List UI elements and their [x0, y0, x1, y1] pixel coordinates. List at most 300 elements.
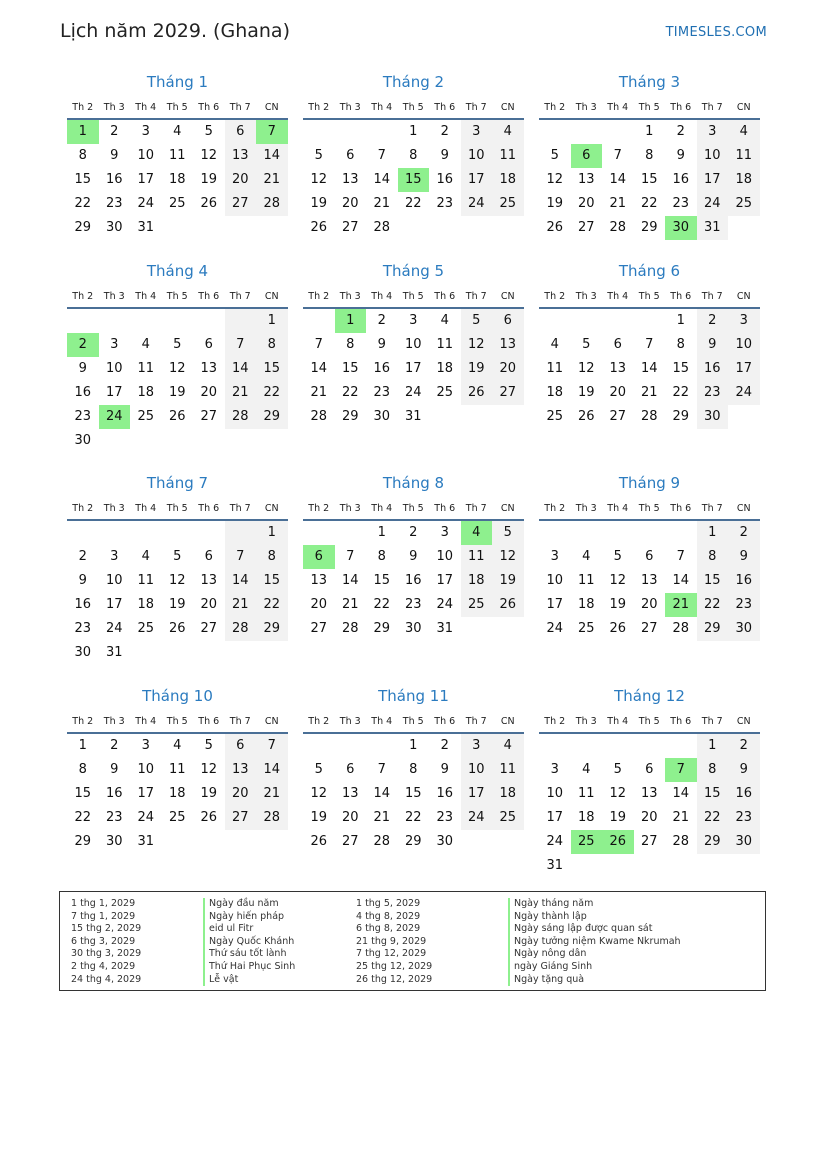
empty-cell: [665, 734, 697, 758]
legend-date: 6 thg 3, 2029: [71, 935, 136, 947]
day-cell: 11: [168, 148, 186, 163]
day-cell: 18: [137, 385, 155, 400]
weekday-header: [539, 498, 760, 521]
day-cell: 13: [200, 573, 218, 588]
day-cell: 12: [546, 172, 564, 187]
weekday-label: CN: [736, 102, 751, 113]
day-cell: 12: [200, 762, 218, 777]
weekday-label: Th 7: [229, 102, 251, 113]
day-cell: 27: [609, 409, 627, 424]
day-cell: 20: [200, 385, 218, 400]
day-cell: 12: [168, 573, 186, 588]
day-cell: 3: [697, 120, 729, 144]
day-cell: 30: [105, 834, 123, 849]
day-grid: [303, 521, 524, 641]
month-block: [539, 72, 760, 240]
empty-cell: [571, 734, 603, 758]
weekday-label: Th 6: [198, 291, 220, 302]
day-cell: 12: [200, 148, 218, 163]
day-cell: 6: [645, 549, 654, 564]
day-cell: 3: [461, 120, 493, 144]
day-cell: 18: [168, 786, 186, 801]
day-cell: 9: [110, 762, 119, 777]
day-cell: 16: [105, 786, 123, 801]
empty-cell: [602, 734, 634, 758]
weekday-label: Th 6: [670, 716, 692, 727]
day-cell: 15: [256, 569, 288, 593]
legend-date: 26 thg 12, 2029: [356, 973, 433, 985]
day-cell: 13: [640, 573, 658, 588]
day-cell: 4: [728, 120, 760, 144]
day-cell: 17: [105, 597, 123, 612]
day-cell: 2: [377, 313, 386, 328]
day-cell: 27: [640, 834, 658, 849]
day-cell: 30: [728, 617, 760, 641]
day-cell: 4: [173, 738, 182, 753]
day-cell: 6: [613, 337, 622, 352]
day-cell: 20: [640, 597, 658, 612]
day-cell: 15: [256, 357, 288, 381]
weekday-label: Th 4: [607, 291, 629, 302]
empty-cell: [602, 120, 634, 144]
holiday-day-cell: 7: [665, 758, 697, 782]
day-grid: [539, 734, 760, 878]
weekday-header: [303, 498, 524, 521]
weekday-label: Th 6: [434, 716, 456, 727]
legend-date: 25 thg 12, 2029: [356, 960, 433, 972]
weekday-header: [303, 286, 524, 309]
day-cell: 6: [346, 762, 355, 777]
day-cell: 31: [404, 409, 422, 424]
day-cell: 10: [137, 148, 155, 163]
day-cell: 16: [728, 782, 760, 806]
month-block: [67, 72, 288, 240]
legend-date: 1 thg 1, 2029: [71, 898, 136, 909]
day-cell: 14: [373, 786, 391, 801]
day-cell: 15: [640, 172, 658, 187]
day-cell: 28: [609, 220, 627, 235]
day-cell: 12: [461, 333, 493, 357]
empty-cell: [335, 521, 367, 545]
empty-cell: [225, 309, 257, 333]
day-cell: 19: [492, 569, 524, 593]
weekday-label: Th 2: [544, 503, 566, 514]
day-cell: 29: [74, 834, 92, 849]
day-grid: [67, 120, 288, 240]
day-cell: 7: [377, 762, 386, 777]
day-cell: 25: [728, 192, 760, 216]
day-cell: 31: [546, 858, 564, 873]
weekday-label: CN: [264, 716, 279, 727]
day-cell: 4: [173, 124, 182, 139]
day-cell: 22: [74, 196, 92, 211]
day-cell: 13: [577, 172, 595, 187]
day-cell: 22: [74, 810, 92, 825]
day-cell: 22: [404, 196, 422, 211]
month-block: [303, 473, 524, 641]
day-cell: 27: [640, 621, 658, 636]
day-cell: 14: [341, 573, 359, 588]
day-cell: 28: [373, 220, 391, 235]
day-cell: 11: [577, 786, 595, 801]
day-cell: 23: [436, 810, 454, 825]
weekday-label: Th 3: [103, 102, 125, 113]
weekday-label: Th 3: [339, 102, 361, 113]
weekday-label: Th 6: [670, 102, 692, 113]
day-cell: 8: [409, 762, 418, 777]
weekday-label: Th 2: [308, 503, 330, 514]
weekday-label: Th 4: [607, 716, 629, 727]
empty-cell: [130, 309, 162, 333]
day-cell: 3: [110, 549, 119, 564]
weekday-label: Th 5: [402, 291, 424, 302]
day-cell: 5: [461, 309, 493, 333]
day-cell: 6: [225, 734, 257, 758]
day-cell: 12: [168, 361, 186, 376]
day-cell: 23: [436, 196, 454, 211]
weekday-label: Th 2: [72, 503, 94, 514]
day-cell: 10: [461, 144, 493, 168]
day-cell: 5: [492, 521, 524, 545]
day-cell: 10: [546, 786, 564, 801]
day-cell: 6: [204, 549, 213, 564]
day-cell: 15: [341, 361, 359, 376]
empty-cell: [193, 521, 225, 545]
empty-cell: [303, 734, 335, 758]
day-cell: 17: [461, 168, 493, 192]
day-cell: 8: [256, 545, 288, 569]
day-cell: 16: [436, 786, 454, 801]
day-cell: 19: [310, 196, 328, 211]
weekday-label: Th 6: [198, 716, 220, 727]
day-cell: 21: [609, 196, 627, 211]
day-grid: [539, 521, 760, 641]
day-cell: 19: [200, 786, 218, 801]
empty-cell: [162, 309, 194, 333]
empty-cell: [303, 120, 335, 144]
day-cell: 24: [461, 806, 493, 830]
day-cell: 10: [546, 573, 564, 588]
empty-cell: [303, 309, 335, 333]
day-cell: 22: [672, 385, 690, 400]
legend-holiday-name: Ngày thành lập: [508, 911, 681, 924]
day-cell: 6: [225, 120, 257, 144]
weekday-header: [67, 97, 288, 120]
holiday-day-cell: 6: [303, 545, 335, 569]
weekday-label: Th 3: [575, 102, 597, 113]
day-cell: 8: [697, 545, 729, 569]
day-cell: 4: [492, 734, 524, 758]
day-cell: 24: [546, 834, 564, 849]
day-cell: 2: [78, 549, 87, 564]
day-cell: 22: [256, 593, 288, 617]
legend-date: 1 thg 5, 2029: [356, 898, 421, 909]
holiday-day-cell: 1: [335, 309, 367, 333]
weekday-header: [539, 286, 760, 309]
month-block: [539, 473, 760, 641]
empty-cell: [539, 521, 571, 545]
day-cell: 4: [582, 549, 591, 564]
empty-cell: [99, 309, 131, 333]
day-cell: 4: [492, 120, 524, 144]
day-cell: 17: [546, 810, 564, 825]
day-cell: 26: [200, 196, 218, 211]
day-cell: 3: [550, 549, 559, 564]
day-cell: 11: [546, 361, 564, 376]
day-cell: 3: [440, 525, 449, 540]
day-cell: 29: [404, 834, 422, 849]
day-cell: 16: [373, 361, 391, 376]
empty-cell: [602, 309, 634, 333]
day-cell: 11: [577, 573, 595, 588]
day-grid: [67, 521, 288, 665]
day-cell: 15: [404, 786, 422, 801]
empty-cell: [67, 521, 99, 545]
day-cell: 30: [74, 645, 92, 660]
day-cell: 9: [409, 549, 418, 564]
day-cell: 23: [74, 409, 92, 424]
day-cell: 21: [640, 385, 658, 400]
day-cell: 31: [436, 621, 454, 636]
day-cell: 18: [577, 597, 595, 612]
weekday-label: Th 5: [402, 716, 424, 727]
day-cell: 22: [373, 597, 391, 612]
legend-date: 30 thg 3, 2029: [71, 948, 142, 960]
day-cell: 20: [640, 810, 658, 825]
day-grid: [303, 734, 524, 854]
day-cell: 9: [728, 758, 760, 782]
day-cell: 22: [697, 806, 729, 830]
weekday-label: Th 7: [701, 102, 723, 113]
weekday-header: [67, 286, 288, 309]
day-cell: 19: [609, 810, 627, 825]
day-cell: 18: [436, 361, 454, 376]
legend-holiday-name: ngày Giáng Sinh: [508, 961, 681, 974]
empty-cell: [602, 521, 634, 545]
day-cell: 12: [310, 172, 328, 187]
empty-cell: [539, 309, 571, 333]
weekday-label: Th 4: [607, 503, 629, 514]
day-cell: 2: [697, 309, 729, 333]
month-block: [67, 261, 288, 453]
day-cell: 18: [728, 168, 760, 192]
weekday-label: CN: [500, 102, 515, 113]
day-cell: 24: [436, 597, 454, 612]
day-cell: 19: [461, 357, 493, 381]
day-cell: 10: [105, 361, 123, 376]
weekday-header: [67, 711, 288, 734]
day-cell: 26: [200, 810, 218, 825]
weekday-label: CN: [264, 102, 279, 113]
weekday-header: [67, 498, 288, 521]
day-cell: 28: [310, 409, 328, 424]
month-title: Tháng 2: [382, 73, 445, 91]
site-link[interactable]: TIMESLES.COM: [665, 25, 767, 40]
holiday-day-cell: 21: [665, 593, 697, 617]
day-cell: 30: [728, 830, 760, 854]
day-cell: 25: [137, 621, 155, 636]
day-cell: 27: [225, 806, 257, 830]
weekday-label: Th 4: [371, 503, 393, 514]
day-cell: 23: [697, 381, 729, 405]
day-cell: 27: [492, 381, 524, 405]
day-cell: 17: [404, 361, 422, 376]
weekday-label: CN: [736, 716, 751, 727]
day-cell: 26: [310, 834, 328, 849]
day-grid: [539, 120, 760, 240]
day-cell: 5: [173, 549, 182, 564]
month-title: Tháng 1: [146, 73, 209, 91]
day-cell: 25: [546, 409, 564, 424]
weekday-label: Th 5: [638, 716, 660, 727]
day-cell: 19: [546, 196, 564, 211]
weekday-label: Th 7: [465, 291, 487, 302]
day-cell: 7: [346, 549, 355, 564]
day-cell: 14: [640, 361, 658, 376]
day-cell: 5: [314, 148, 323, 163]
day-cell: 2: [440, 124, 449, 139]
weekday-label: CN: [500, 716, 515, 727]
day-cell: 27: [200, 409, 218, 424]
empty-cell: [539, 120, 571, 144]
day-cell: 17: [105, 385, 123, 400]
day-cell: 24: [137, 810, 155, 825]
holiday-day-cell: 24: [99, 405, 131, 429]
weekday-label: Th 5: [402, 503, 424, 514]
weekday-label: Th 3: [575, 716, 597, 727]
weekday-label: Th 4: [371, 291, 393, 302]
day-cell: 13: [225, 758, 257, 782]
day-grid: [303, 309, 524, 429]
day-cell: 9: [78, 573, 87, 588]
day-cell: 26: [609, 621, 627, 636]
day-cell: 11: [461, 545, 493, 569]
day-cell: 3: [728, 309, 760, 333]
day-cell: 22: [404, 810, 422, 825]
day-cell: 7: [314, 337, 323, 352]
weekday-label: Th 3: [339, 716, 361, 727]
empty-cell: [539, 734, 571, 758]
day-cell: 21: [341, 597, 359, 612]
day-cell: 18: [168, 172, 186, 187]
empty-cell: [335, 734, 367, 758]
day-cell: 9: [728, 545, 760, 569]
day-cell: 10: [436, 549, 454, 564]
legend-left-dates: [71, 898, 141, 986]
day-cell: 27: [341, 220, 359, 235]
day-cell: 19: [168, 597, 186, 612]
weekday-label: Th 3: [575, 503, 597, 514]
day-cell: 25: [436, 385, 454, 400]
day-cell: 29: [640, 220, 658, 235]
day-cell: 30: [373, 409, 391, 424]
day-cell: 30: [74, 433, 92, 448]
weekday-label: Th 7: [701, 291, 723, 302]
day-cell: 11: [137, 361, 155, 376]
weekday-label: Th 6: [198, 102, 220, 113]
weekday-label: Th 2: [544, 102, 566, 113]
day-cell: 7: [256, 734, 288, 758]
day-cell: 30: [404, 621, 422, 636]
weekday-label: Th 3: [103, 291, 125, 302]
day-cell: 1: [78, 738, 87, 753]
day-cell: 14: [672, 786, 690, 801]
day-cell: 26: [461, 381, 493, 405]
day-cell: 26: [546, 220, 564, 235]
day-cell: 18: [546, 385, 564, 400]
weekday-label: Th 2: [72, 102, 94, 113]
day-cell: 24: [137, 196, 155, 211]
day-cell: 23: [672, 196, 690, 211]
page-title: Lịch năm 2029. (Ghana): [60, 20, 290, 42]
day-cell: 23: [105, 810, 123, 825]
day-cell: 5: [613, 549, 622, 564]
day-cell: 22: [256, 381, 288, 405]
day-cell: 16: [672, 172, 690, 187]
day-cell: 11: [137, 573, 155, 588]
weekday-label: Th 4: [135, 291, 157, 302]
day-cell: 24: [461, 192, 493, 216]
day-cell: 15: [697, 569, 729, 593]
day-cell: 13: [310, 573, 328, 588]
legend-date: 24 thg 4, 2029: [71, 973, 142, 985]
day-cell: 29: [256, 617, 288, 641]
day-cell: 6: [346, 148, 355, 163]
month-block: [303, 261, 524, 429]
day-cell: 23: [105, 196, 123, 211]
month-block: [303, 686, 524, 854]
legend-holiday-name: Ngày hiến pháp: [203, 911, 295, 924]
holiday-day-cell: 6: [571, 144, 603, 168]
day-cell: 20: [492, 357, 524, 381]
day-cell: 6: [645, 762, 654, 777]
legend-left-names: [203, 898, 295, 986]
legend-right-names: [508, 898, 681, 986]
legend-holiday-name: eid ul Fitr: [203, 923, 295, 936]
empty-cell: [67, 309, 99, 333]
day-cell: 15: [697, 782, 729, 806]
day-cell: 5: [613, 762, 622, 777]
day-cell: 15: [74, 786, 92, 801]
empty-cell: [193, 309, 225, 333]
day-cell: 25: [168, 196, 186, 211]
day-cell: 12: [492, 545, 524, 569]
day-cell: 5: [204, 124, 213, 139]
day-cell: 7: [377, 148, 386, 163]
day-cell: 17: [461, 782, 493, 806]
weekday-label: Th 2: [544, 716, 566, 727]
weekday-label: Th 6: [434, 503, 456, 514]
legend-holiday-name: Thứ sáu tốt lành: [203, 948, 295, 961]
day-cell: 27: [577, 220, 595, 235]
empty-cell: [571, 120, 603, 144]
day-cell: 24: [728, 381, 760, 405]
weekday-label: Th 2: [544, 291, 566, 302]
weekday-label: Th 7: [229, 716, 251, 727]
day-cell: 14: [672, 573, 690, 588]
empty-cell: [225, 521, 257, 545]
day-cell: 26: [168, 621, 186, 636]
legend-holiday-name: Ngày Quốc Khánh: [203, 936, 295, 949]
empty-cell: [634, 734, 666, 758]
holiday-day-cell: 26: [602, 830, 634, 854]
day-cell: 31: [697, 216, 729, 240]
day-cell: 10: [105, 573, 123, 588]
day-cell: 16: [74, 385, 92, 400]
day-cell: 29: [74, 220, 92, 235]
day-cell: 15: [373, 573, 391, 588]
day-cell: 13: [341, 786, 359, 801]
